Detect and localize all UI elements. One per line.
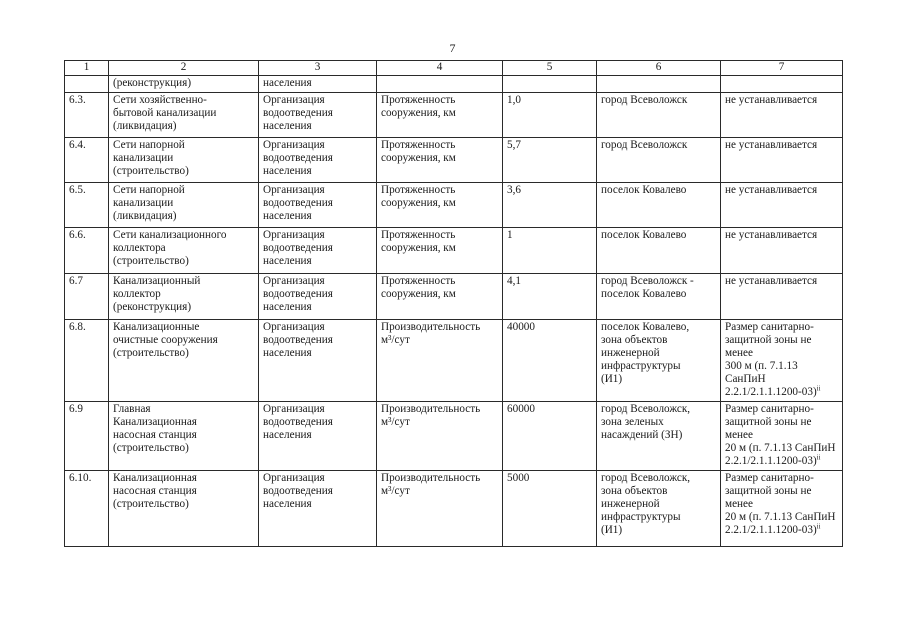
cell-text: Организация водоотведения населения bbox=[263, 94, 333, 132]
cell-text: (реконструкция) bbox=[113, 77, 192, 89]
column-number: 7 bbox=[721, 61, 843, 76]
table-row bbox=[65, 76, 843, 93]
object-name-cell bbox=[109, 320, 259, 402]
location-cell bbox=[597, 320, 721, 402]
cell-text: Организация водоотведения населения bbox=[263, 403, 333, 441]
table-row bbox=[65, 274, 843, 320]
table-row bbox=[65, 183, 843, 228]
cell-text: Сети канализационного коллектора (строительство) bbox=[113, 229, 227, 267]
table-body bbox=[65, 61, 843, 547]
table-row bbox=[65, 320, 843, 402]
location-cell bbox=[597, 228, 721, 274]
cell-text: Организация водоотведения населения bbox=[263, 321, 333, 359]
cell-text: Протяженность сооружения, км bbox=[381, 94, 456, 119]
purpose-cell bbox=[259, 274, 377, 320]
purpose-cell bbox=[259, 228, 377, 274]
zone-cell bbox=[721, 402, 843, 471]
cell-text: населения bbox=[263, 77, 312, 89]
table-row bbox=[65, 228, 843, 274]
purpose-cell bbox=[259, 93, 377, 138]
cell-text: поселок Ковалево bbox=[601, 184, 687, 196]
footnote-marker: ii bbox=[816, 453, 821, 462]
planned-objects-table bbox=[64, 60, 843, 547]
value-cell bbox=[503, 138, 597, 183]
value-cell bbox=[503, 274, 597, 320]
cell-text: Организация водоотведения населения bbox=[263, 275, 333, 313]
object-name-cell bbox=[109, 183, 259, 228]
characteristic-cell bbox=[377, 183, 503, 228]
object-name-cell bbox=[109, 274, 259, 320]
purpose-cell bbox=[259, 183, 377, 228]
cell-text: 6.7 bbox=[69, 275, 83, 287]
cell-text: Протяженность сооружения, км bbox=[381, 275, 456, 300]
value-cell bbox=[503, 228, 597, 274]
location-cell bbox=[597, 471, 721, 547]
zone-cell bbox=[721, 183, 843, 228]
item-number-cell bbox=[65, 274, 109, 320]
item-number-cell bbox=[65, 471, 109, 547]
item-number-cell bbox=[65, 138, 109, 183]
object-name-cell bbox=[109, 471, 259, 547]
footnote-marker: ii bbox=[816, 522, 821, 531]
characteristic-cell bbox=[377, 274, 503, 320]
cell-text: 40000 bbox=[507, 321, 535, 333]
location-cell bbox=[597, 76, 721, 93]
cell-text: Протяженность сооружения, км bbox=[381, 184, 456, 209]
value-cell bbox=[503, 402, 597, 471]
cell-text: 60000 bbox=[507, 403, 535, 415]
column-number-row bbox=[65, 61, 843, 76]
cell-text: Канализационный коллектор (реконструкция) bbox=[113, 275, 201, 313]
cell-text: Канализационная насосная станция (строительство) bbox=[113, 472, 197, 510]
value-cell bbox=[503, 183, 597, 228]
cell-text: 1,0 bbox=[507, 94, 521, 106]
cell-text: Сети напорной канализации (ликвидация) bbox=[113, 184, 185, 222]
cell-text: Протяженность сооружения, км bbox=[381, 229, 456, 254]
value-cell bbox=[503, 471, 597, 547]
cell-text: 6.5. bbox=[69, 184, 86, 196]
object-name-cell bbox=[109, 93, 259, 138]
object-name-cell bbox=[109, 76, 259, 93]
table-row bbox=[65, 402, 843, 471]
cell-text: 6.6. bbox=[69, 229, 86, 241]
cell-text: поселок Ковалево, зона объектов инженерной инфраструктуры (И1) bbox=[601, 321, 690, 385]
cell-text: не устанавливается bbox=[725, 94, 818, 106]
value-cell bbox=[503, 93, 597, 138]
cell-text: 6.10. bbox=[69, 472, 92, 484]
cell-text: Размер санитарно- защитной зоны не менее 20 м (п. 7.1.13 СанПиН 2.2.1/2.1.1.1200-03) bbox=[725, 403, 836, 467]
purpose-cell bbox=[259, 471, 377, 547]
purpose-cell bbox=[259, 138, 377, 183]
table-row bbox=[65, 93, 843, 138]
characteristic-cell bbox=[377, 320, 503, 402]
cell-text: 6.9 bbox=[69, 403, 83, 415]
cell-text: не устанавливается bbox=[725, 139, 818, 151]
object-name-cell bbox=[109, 228, 259, 274]
cell-text: Размер санитарно- защитной зоны не менее 20 м (п. 7.1.13 СанПиН 2.2.1/2.1.1.1200-03) bbox=[725, 472, 836, 536]
column-number: 4 bbox=[377, 61, 503, 76]
column-number: 6 bbox=[597, 61, 721, 76]
cell-text: Производительность м³/сут bbox=[381, 321, 481, 346]
cell-text: Организация водоотведения населения bbox=[263, 472, 333, 510]
cell-text: не устанавливается bbox=[725, 229, 818, 241]
cell-text: 6.4. bbox=[69, 139, 86, 151]
cell-text: Организация водоотведения населения bbox=[263, 184, 333, 222]
zone-cell bbox=[721, 471, 843, 547]
purpose-cell bbox=[259, 76, 377, 93]
purpose-cell bbox=[259, 402, 377, 471]
item-number-cell bbox=[65, 76, 109, 93]
purpose-cell bbox=[259, 320, 377, 402]
zone-cell bbox=[721, 93, 843, 138]
zone-cell bbox=[721, 76, 843, 93]
location-cell bbox=[597, 402, 721, 471]
cell-text: 1 bbox=[507, 229, 513, 241]
item-number-cell bbox=[65, 93, 109, 138]
location-cell bbox=[597, 93, 721, 138]
zone-cell bbox=[721, 228, 843, 274]
cell-text: 6.3. bbox=[69, 94, 86, 106]
cell-text: 3,6 bbox=[507, 184, 521, 196]
characteristic-cell bbox=[377, 138, 503, 183]
location-cell bbox=[597, 138, 721, 183]
characteristic-cell bbox=[377, 93, 503, 138]
table-row bbox=[65, 138, 843, 183]
location-cell bbox=[597, 274, 721, 320]
cell-text: 6.8. bbox=[69, 321, 86, 333]
footnote-marker: ii bbox=[816, 384, 821, 393]
item-number-cell bbox=[65, 183, 109, 228]
characteristic-cell bbox=[377, 228, 503, 274]
table-row bbox=[65, 471, 843, 547]
cell-text: поселок Ковалево bbox=[601, 229, 687, 241]
value-cell bbox=[503, 320, 597, 402]
cell-text: не устанавливается bbox=[725, 275, 818, 287]
cell-text: город Всеволожск bbox=[601, 94, 688, 106]
zone-cell bbox=[721, 274, 843, 320]
cell-text: не устанавливается bbox=[725, 184, 818, 196]
cell-text: Сети хозяйственно- бытовой канализации (ликвидация) bbox=[113, 94, 217, 132]
column-number: 5 bbox=[503, 61, 597, 76]
cell-text: Организация водоотведения населения bbox=[263, 139, 333, 177]
object-name-cell bbox=[109, 138, 259, 183]
column-number: 1 bbox=[65, 61, 109, 76]
cell-text: Размер санитарно- защитной зоны не менее 300 м (п. 7.1.13 СанПиН 2.2.1/2.1.1.1200-03) bbox=[725, 321, 817, 398]
cell-text: Главная Канализационная насосная станция (строительство) bbox=[113, 403, 197, 454]
cell-text: Протяженность сооружения, км bbox=[381, 139, 456, 164]
column-number: 2 bbox=[109, 61, 259, 76]
characteristic-cell bbox=[377, 402, 503, 471]
item-number-cell bbox=[65, 320, 109, 402]
cell-text: 5000 bbox=[507, 472, 530, 484]
cell-text: город Всеволожск, зона зеленых насаждений (ЗН) bbox=[601, 403, 691, 441]
item-number-cell bbox=[65, 402, 109, 471]
object-name-cell bbox=[109, 402, 259, 471]
cell-text: город Всеволожск - поселок Ковалево bbox=[601, 275, 694, 300]
characteristic-cell bbox=[377, 76, 503, 93]
value-cell bbox=[503, 76, 597, 93]
cell-text: город Всеволожск, зона объектов инженерной инфраструктуры (И1) bbox=[601, 472, 691, 536]
cell-text: Канализационные очистные сооружения (строительство) bbox=[113, 321, 218, 359]
cell-text: Организация водоотведения населения bbox=[263, 229, 333, 267]
zone-cell bbox=[721, 320, 843, 402]
page-number: 7 bbox=[449, 41, 456, 55]
cell-text: 5,7 bbox=[507, 139, 521, 151]
item-number-cell bbox=[65, 228, 109, 274]
cell-text: Сети напорной канализации (строительство) bbox=[113, 139, 189, 177]
characteristic-cell bbox=[377, 471, 503, 547]
zone-cell bbox=[721, 138, 843, 183]
column-number: 3 bbox=[259, 61, 377, 76]
cell-text: город Всеволожск bbox=[601, 139, 688, 151]
cell-text: 4,1 bbox=[507, 275, 521, 287]
location-cell bbox=[597, 183, 721, 228]
cell-text: Производительность м³/сут bbox=[381, 472, 481, 497]
cell-text: Производительность м³/сут bbox=[381, 403, 481, 428]
